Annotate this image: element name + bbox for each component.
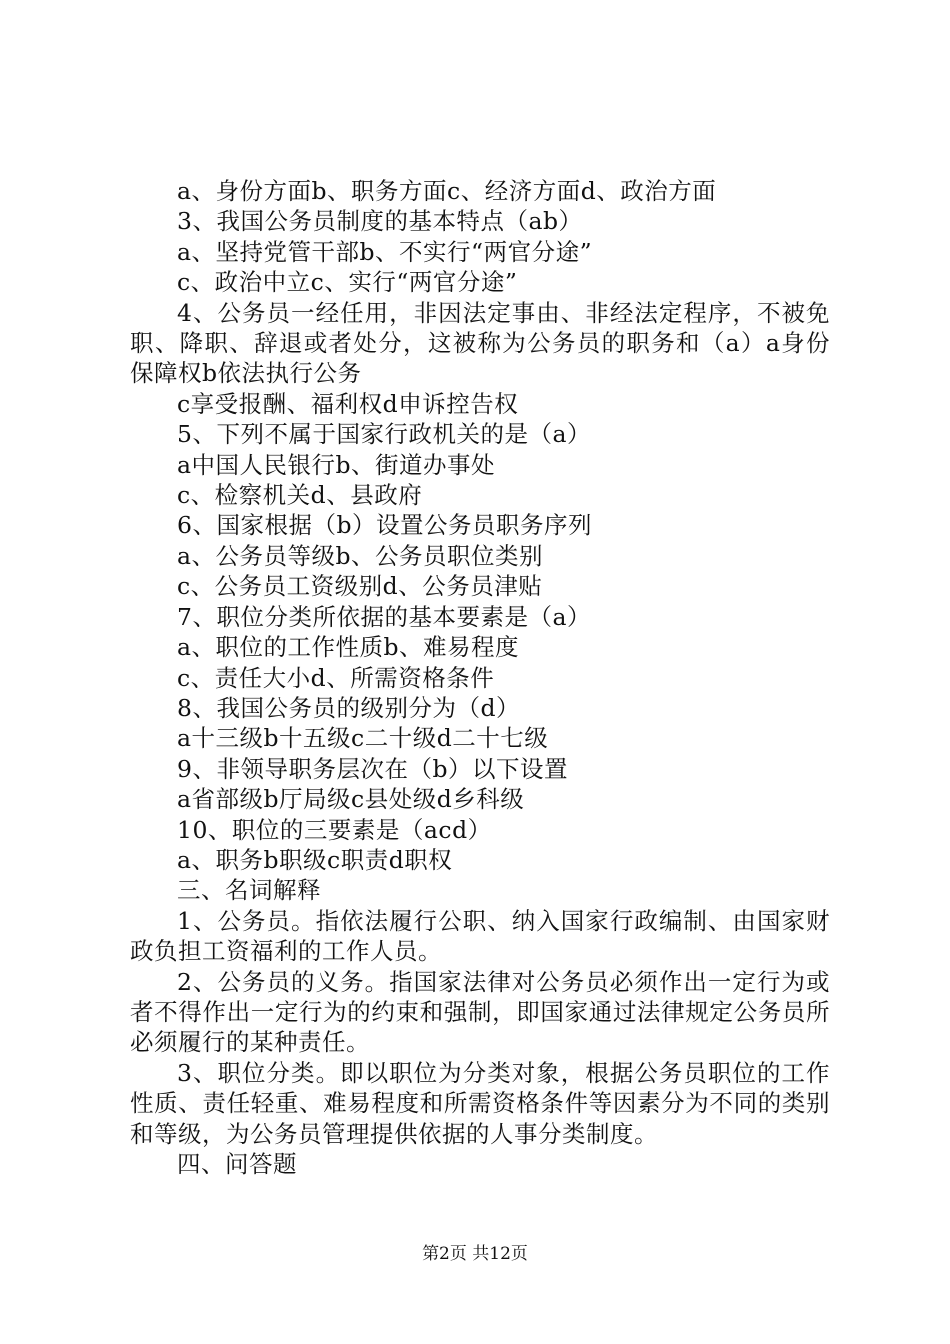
definition-2: 2、公务员的义务。指国家法律对公务员必须作出一定行为或者不得作出一定行为的约束和强制，即国家通过法律规定公务员所必须履行的某种责任。 (130, 967, 830, 1057)
paragraph: c享受报酬、福利权d申诉控告权 (177, 389, 519, 418)
definition-1: 1、公务员。指依法履行公职、纳入国家行政编制、由国家财政负担工资福利的工作人员。 (130, 906, 830, 966)
definition-3: 3、职位分类。即以职位为分类对象，根据公务员职位的工作性质、责任轻重、难易程度和所需资格条件等因素分为不同的类别和等级，为公务员管理提供依据的人事分类制度。 (130, 1058, 830, 1148)
section-heading: 三、名词解释 (177, 876, 321, 905)
paragraph: a中国人民银行b、街道办事处 (177, 450, 496, 479)
document-body (130, 176, 830, 1179)
paragraph: a、职位的工作性质b、难易程度 (177, 633, 520, 662)
paragraph: a省部级b厅局级c县处级d乡科级 (177, 785, 525, 814)
paragraph: a十三级b十五级c二十级d二十七级 (177, 724, 549, 753)
question-10: 10、职位的三要素是（acd） (177, 815, 492, 844)
paragraph: c、公务员工资级别d、公务员津贴 (177, 572, 543, 601)
question-9: 9、非领导职务层次在（b）以下设置 (177, 754, 568, 783)
question-7: 7、职位分类所依据的基本要素是（a） (177, 602, 591, 631)
question-3: 3、我国公务员制度的基本特点（ab） (177, 207, 583, 236)
section-heading: 四、问答题 (177, 1150, 297, 1178)
question-8: 8、我国公务员的级别分为（d） (177, 693, 520, 722)
paragraph: a、身份方面b、职务方面c、经济方面d、政治方面 (177, 177, 717, 205)
question-6: 6、国家根据（b）设置公务员职务序列 (177, 511, 592, 540)
page-footer: 第2页 共12页 (422, 1244, 528, 1264)
question-5: 5、下列不属于国家行政机关的是（a） (177, 420, 591, 449)
paragraph: a、职务b职级c职责d职权 (177, 845, 453, 874)
paragraph: a、坚持党管干部b、不实行“两官分途” (177, 237, 593, 266)
question-4: 4、公务员一经任用，非因法定事由、非经法定程序，不被免职、降职、辞退或者处分，这被称为公务员的职务和（a）a身份保障权b依法执行公务 (130, 298, 830, 388)
paragraph: c、责任大小d、所需资格条件 (177, 663, 495, 692)
paragraph: c、政治中立c、实行“两官分途” (177, 268, 518, 297)
paragraph: a、公务员等级b、公务员职位类别 (177, 541, 544, 570)
paragraph: c、检察机关d、县政府 (177, 481, 423, 510)
